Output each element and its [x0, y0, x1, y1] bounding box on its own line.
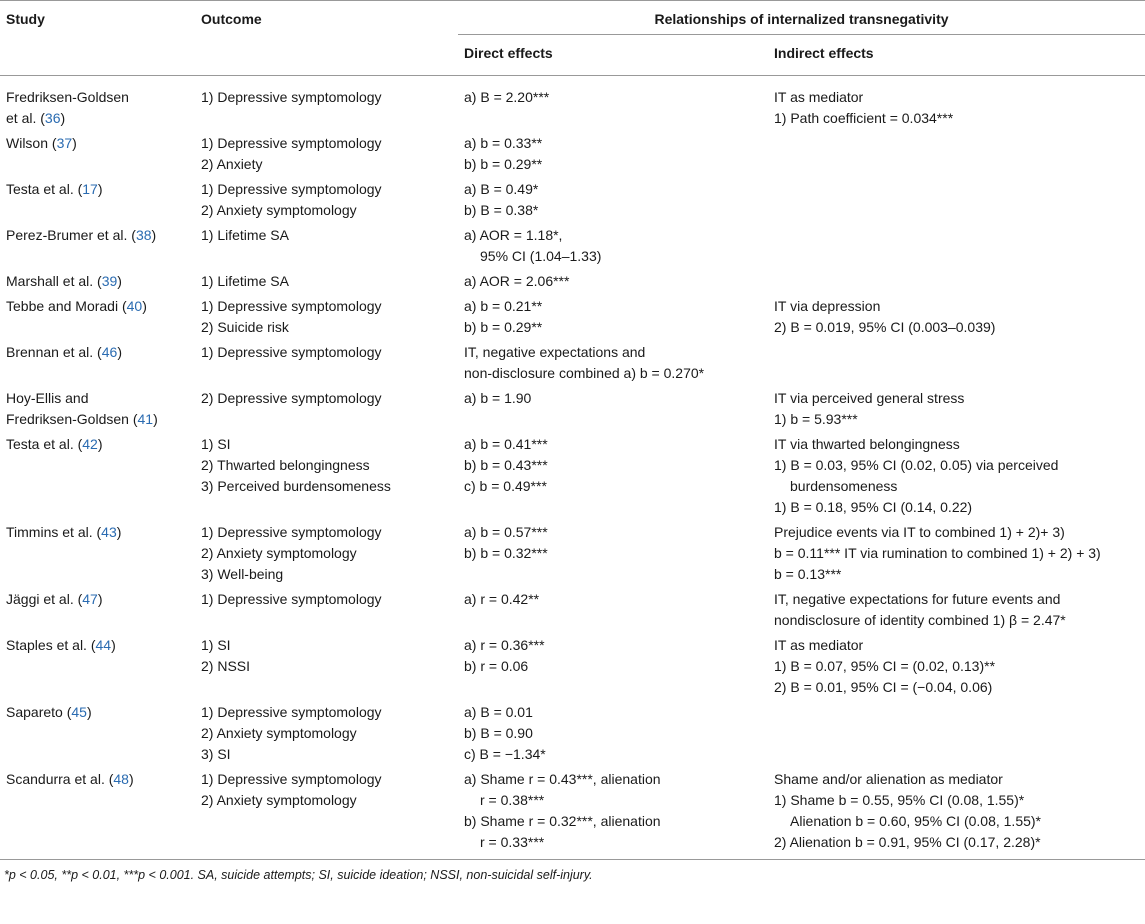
direct-line: a) AOR = 2.06***: [464, 273, 570, 289]
indirect-line: 1) B = 0.07, 95% CI = (0.02, 0.13)**: [774, 658, 996, 674]
cell-direct: [458, 633, 768, 700]
cell-indirect: [768, 76, 1145, 132]
direct-line: a) b = 0.41***: [464, 436, 548, 452]
cell-indirect: [768, 386, 1145, 432]
table-row: [0, 386, 1145, 432]
study-line: Perez-Brumer et al. (38): [6, 227, 157, 243]
outcome-line: 2) NSSI: [201, 658, 251, 674]
cell-study: [0, 432, 195, 520]
table-footnote: *p < 0.05, **p < 0.01, ***p < 0.001. SA, suicide attempts; SI, suicide ideation; NSSI, non-suicidal self-injury.: [4, 868, 593, 882]
cell-study: [0, 520, 195, 587]
cell-direct: [458, 767, 768, 860]
table-header: [0, 1, 1145, 76]
cell-indirect: [768, 223, 1145, 269]
cell-direct: [458, 294, 768, 340]
outcome-line: 1) Depressive symptomology: [201, 704, 382, 720]
cell-outcome: [195, 76, 458, 132]
direct-line: c) B = −1.34*: [464, 746, 546, 762]
indirect-line: b = 0.13***: [774, 566, 842, 582]
cell-direct: [458, 587, 768, 633]
outcome-line: 3) SI: [201, 746, 231, 762]
indirect-line: Shame and/or alienation as mediator: [774, 771, 1003, 787]
table-row: [0, 340, 1145, 386]
header-relationships: Relationships of internalized transnegativity: [458, 1, 1145, 35]
cell-outcome: [195, 131, 458, 177]
outcome-line: 1) Depressive symptomology: [201, 524, 382, 540]
direct-line: b) B = 0.90: [464, 725, 533, 741]
indirect-line: b = 0.11*** IT via rumination to combined 1) + 2) + 3): [774, 545, 1101, 561]
cell-outcome: [195, 700, 458, 767]
cell-direct: [458, 700, 768, 767]
outcome-line: 2) Anxiety symptomology: [201, 545, 357, 561]
outcome-line: 1) Lifetime SA: [201, 273, 289, 289]
study-line: Jäggi et al. (47): [6, 591, 103, 607]
header-indirect-effects: Indirect effects: [774, 45, 874, 61]
table-row: [0, 633, 1145, 700]
cell-indirect: [768, 432, 1145, 520]
cell-study: [0, 340, 195, 386]
direct-line: a) b = 0.57***: [464, 524, 548, 540]
study-line: Timmins et al. (43): [6, 524, 122, 540]
cell-outcome: [195, 340, 458, 386]
direct-line: a) b = 0.33**: [464, 135, 543, 151]
cell-outcome: [195, 432, 458, 520]
header-outcome: Outcome: [201, 11, 262, 27]
study-line: Brennan et al. (46): [6, 344, 122, 360]
indirect-line: 2) B = 0.01, 95% CI = (−0.04, 0.06): [774, 679, 993, 695]
cell-indirect: [768, 587, 1145, 633]
direct-line: b) B = 0.38*: [464, 202, 539, 218]
indirect-line: 1) Shame b = 0.55, 95% CI (0.08, 1.55)*: [774, 792, 1025, 808]
cell-indirect: [768, 131, 1145, 177]
indirect-line: IT as mediator: [774, 89, 864, 105]
outcome-line: 1) Depressive symptomology: [201, 181, 382, 197]
outcome-line: 2) Thwarted belongingness: [201, 457, 370, 473]
outcome-line: 2) Anxiety symptomology: [201, 202, 357, 218]
cell-direct: [458, 223, 768, 269]
header-study: Study: [6, 11, 45, 27]
cell-indirect: [768, 294, 1145, 340]
cell-outcome: [195, 767, 458, 860]
direct-line: a) b = 1.90: [464, 390, 532, 406]
indirect-line: 1) B = 0.03, 95% CI (0.02, 0.05) via perceived: [774, 457, 1059, 473]
table-row: [0, 294, 1145, 340]
cell-indirect: [768, 177, 1145, 223]
indirect-line: Alienation b = 0.60, 95% CI (0.08, 1.55)*: [790, 813, 1041, 829]
direct-line: b) r = 0.06: [464, 658, 529, 674]
study-line: Testa et al. (17): [6, 181, 103, 197]
study-line: Testa et al. (42): [6, 436, 103, 452]
indirect-line: IT via depression: [774, 298, 881, 314]
table-row: [0, 520, 1145, 587]
cell-outcome: [195, 223, 458, 269]
cell-study: [0, 633, 195, 700]
study-line: Hoy-Ellis and: [6, 390, 89, 406]
cell-direct: [458, 131, 768, 177]
table-row: [0, 269, 1145, 294]
study-line: Fredriksen-Goldsen (41): [6, 411, 158, 427]
outcome-line: 1) SI: [201, 637, 231, 653]
outcome-line: 2) Depressive symptomology: [201, 390, 382, 406]
indirect-line: burdensomeness: [790, 478, 898, 494]
cell-study: [0, 294, 195, 340]
indirect-line: IT via thwarted belongingness: [774, 436, 960, 452]
cell-indirect: [768, 520, 1145, 587]
cell-direct: [458, 520, 768, 587]
header-direct-effects: Direct effects: [464, 45, 553, 61]
direct-line: b) b = 0.29**: [464, 156, 543, 172]
direct-line: a) r = 0.42**: [464, 591, 540, 607]
cell-outcome: [195, 520, 458, 587]
cell-study: [0, 386, 195, 432]
direct-line: c) b = 0.49***: [464, 478, 547, 494]
cell-indirect: [768, 767, 1145, 860]
cell-study: [0, 223, 195, 269]
cell-direct: [458, 76, 768, 132]
study-line: Tebbe and Moradi (40): [6, 298, 147, 314]
outcome-line: 2) Suicide risk: [201, 319, 289, 335]
outcome-line: 1) SI: [201, 436, 231, 452]
direct-line: non-disclosure combined a) b = 0.270*: [464, 365, 705, 381]
indirect-line: 2) B = 0.019, 95% CI (0.003–0.039): [774, 319, 996, 335]
table-row: [0, 587, 1145, 633]
cell-outcome: [195, 633, 458, 700]
cell-outcome: [195, 177, 458, 223]
outcome-line: 1) Depressive symptomology: [201, 89, 382, 105]
direct-line: r = 0.38***: [480, 792, 545, 808]
direct-line: b) Shame r = 0.32***, alienation: [464, 813, 661, 829]
cell-direct: [458, 386, 768, 432]
direct-line: r = 0.33***: [480, 834, 545, 850]
table-row: [0, 131, 1145, 177]
table-row: [0, 767, 1145, 860]
outcome-line: 2) Anxiety symptomology: [201, 725, 357, 741]
study-line: et al. (36): [6, 110, 66, 126]
outcome-line: 1) Depressive symptomology: [201, 135, 382, 151]
indirect-line: 1) B = 0.18, 95% CI (0.14, 0.22): [774, 499, 973, 515]
cell-study: [0, 700, 195, 767]
cell-study: [0, 767, 195, 860]
cell-outcome: [195, 386, 458, 432]
table-row: [0, 177, 1145, 223]
cell-direct: [458, 340, 768, 386]
cell-outcome: [195, 587, 458, 633]
study-line: Fredriksen-Goldsen: [6, 89, 129, 105]
direct-line: a) b = 0.21**: [464, 298, 543, 314]
table-row: [0, 432, 1145, 520]
outcome-line: 3) Perceived burdensomeness: [201, 478, 391, 494]
study-line: Sapareto (45): [6, 704, 92, 720]
indirect-line: IT as mediator: [774, 637, 864, 653]
study-line: Staples et al. (44): [6, 637, 116, 653]
outcome-line: 3) Well-being: [201, 566, 284, 582]
outcome-line: 1) Depressive symptomology: [201, 591, 382, 607]
indirect-line: 1) b = 5.93***: [774, 411, 858, 427]
direct-line: a) r = 0.36***: [464, 637, 545, 653]
cell-study: [0, 269, 195, 294]
direct-line: b) b = 0.29**: [464, 319, 543, 335]
indirect-line: IT, negative expectations for future events and: [774, 591, 1061, 607]
cell-direct: [458, 177, 768, 223]
cell-indirect: [768, 269, 1145, 294]
outcome-line: 1) Lifetime SA: [201, 227, 289, 243]
cell-indirect: [768, 633, 1145, 700]
indirect-line: nondisclosure of identity combined 1) β = 2.47*: [774, 612, 1066, 628]
cell-study: [0, 177, 195, 223]
study-line: Wilson (37): [6, 135, 77, 151]
outcome-line: 1) Depressive symptomology: [201, 298, 382, 314]
cell-indirect: [768, 700, 1145, 767]
cell-study: [0, 76, 195, 132]
indirect-line: 2) Alienation b = 0.91, 95% CI (0.17, 2.28)*: [774, 834, 1041, 850]
direct-line: a) B = 0.01: [464, 704, 533, 720]
indirect-line: Prejudice events via IT to combined 1) + 2)+ 3): [774, 524, 1065, 540]
cell-outcome: [195, 294, 458, 340]
table-row: [0, 223, 1145, 269]
cell-study: [0, 131, 195, 177]
study-line: Marshall et al. (39): [6, 273, 122, 289]
direct-line: b) b = 0.32***: [464, 545, 548, 561]
cell-direct: [458, 269, 768, 294]
cell-study: [0, 587, 195, 633]
direct-line: 95% CI (1.04–1.33): [480, 248, 602, 264]
outcome-line: 2) Anxiety symptomology: [201, 792, 357, 808]
table-body: [0, 76, 1145, 860]
outcome-line: 1) Depressive symptomology: [201, 771, 382, 787]
cell-outcome: [195, 269, 458, 294]
cell-direct: [458, 432, 768, 520]
indirect-line: IT via perceived general stress: [774, 390, 965, 406]
direct-line: b) b = 0.43***: [464, 457, 548, 473]
indirect-line: 1) Path coefficient = 0.034***: [774, 110, 954, 126]
table-row: [0, 700, 1145, 767]
table-row: [0, 76, 1145, 132]
cell-indirect: [768, 340, 1145, 386]
direct-line: a) B = 2.20***: [464, 89, 550, 105]
outcome-line: 2) Anxiety: [201, 156, 263, 172]
study-line: Scandurra et al. (48): [6, 771, 134, 787]
outcome-line: 1) Depressive symptomology: [201, 344, 382, 360]
direct-line: IT, negative expectations and: [464, 344, 646, 360]
direct-line: a) AOR = 1.18*,: [464, 227, 563, 243]
direct-line: a) Shame r = 0.43***, alienation: [464, 771, 661, 787]
direct-line: a) B = 0.49*: [464, 181, 539, 197]
